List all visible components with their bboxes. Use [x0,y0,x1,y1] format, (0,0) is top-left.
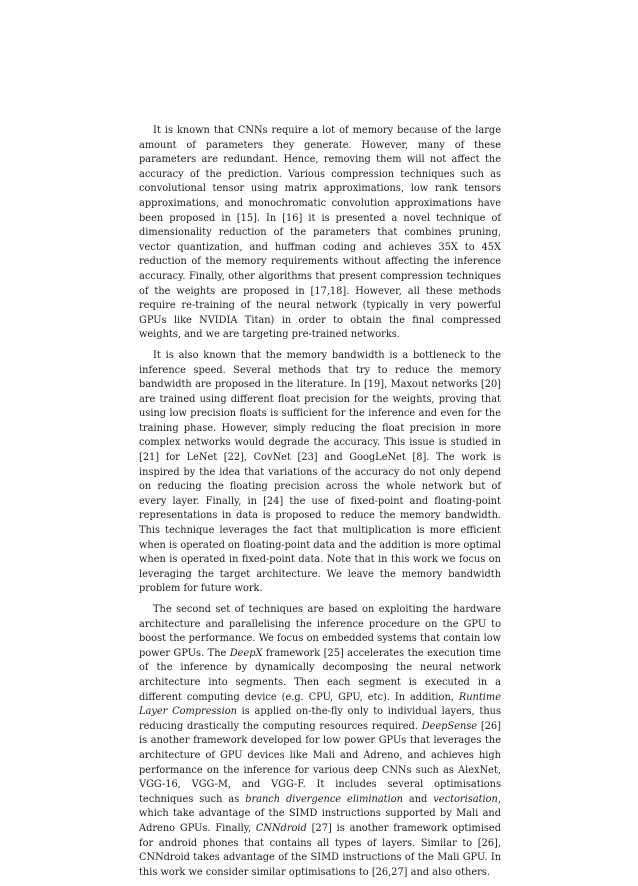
paragraph-3-segment: , which take advantage of the SIMD instructions supported by Mali and Adreno GPUs. Finally, [139,793,501,834]
paragraph-3-segment: is applied on-the-fly only to individual layers, thus reducing drastically the computing resources required. [139,706,502,732]
paragraph-3-segment: [27] is another framework optimised for android phones that contains all types of layers. Similar to [26], CNNdroid takes advantage of the SIMD instructions of the Mali GPU. In this work we consider similar optimisations to [26,27] and also others. [139,822,501,878]
paragraph-3-segment: The second set of techniques are based on exploiting the hardware architecture and parallelising the inference procedure on the GPU to boost the performance. We focus on embedded systems that contain low power GPUs. The [139,604,501,659]
paragraph-2-text: It is also known that the memory bandwidth is a bottleneck to the inference speed. Several methods that try to reduce the memory bandwidth are proposed in the literature. In [19], Maxout networks [20] are trained using different float precision for the weights, proving that using low precision floats is sufficient for the inference and even for the training phase. However, simply reducing the float precision in more complex networks would degrade the accuracy. This issue is studied in [21] for LeNet [22], CovNet [23] and GoogLeNet [8]. The work is inspired by the idea that variations of the accuracy do not only depend on reducing the floating precision across the whole network but of every layer. Finally, in [24] the use of fixed-point and floating-point representations in data is proposed to reduce the memory bandwidth. This technique leverages the fact that multiplication is more efficient when is operated on floating-point data and the addition is more optimal when is operated in fixed-point data. Note that in this work we focus on leveraging the target architecture. We leave the memory bandwidth problem for future work. [139,349,501,595]
paragraph-1-text: It is known that CNNs require a lot of memory because of the large amount of parameters they generate. However, many of these parameters are redundant. Hence, removing them will not affect the accuracy of the prediction. Various compression techniques such as convolutional tensor using matrix approximations, low rank tensors approximations, and monochromatic convolution approximations have been proposed in [15]. In [16] it is presented a novel technique of dimensionality reduction of the parameters that combines pruning, vector quantization, and huffman coding and achieves 35X to 45X reduction of the memory requirements without affecting the inference accuracy. Finally, other algorithms that present compression techniques of the weights are proposed in [17,18]. However, all these methods require re-training of the neural network (typically in very powerful GPUs like NVIDIA Titan) in order to obtain the final compressed weights, and we are targeting pre-trained networks. [139,125,501,341]
paragraph-3-segment: and [402,793,434,805]
branch-divergence-term: branch divergence elimination [245,793,403,805]
paragraph-1 [139,124,501,343]
deepsense-term: DeepSense [421,720,478,732]
deepx-term: DeepX [229,647,263,659]
runtime-layer-compression-term: Runtime Layer Compression [139,691,501,718]
vectorisation-term: vectorisation [433,793,498,805]
cnndroid-term: CNNdroid [255,822,307,834]
paragraph-3-segment: [26] is another framework developed for low power GPUs that leverages the architecture of GPU devices like Mali and Adreno, and achieves high performance on the inference for various deep CNNs such as AlexNet, VGG-16, VGG-M, and VGG-F. It includes several optimisations techniques such as [139,720,501,805]
body-text [139,124,501,886]
paragraph-2 [139,349,501,597]
paragraph-3 [139,603,501,880]
paragraph-3-segment: framework [25] accelerates the execution time of the inference by dynamically decomposing the neural network architecture into segments. Then each segment is executed in a different computing device (e.g. CPU, GPU, etc). In addition, [139,647,501,703]
